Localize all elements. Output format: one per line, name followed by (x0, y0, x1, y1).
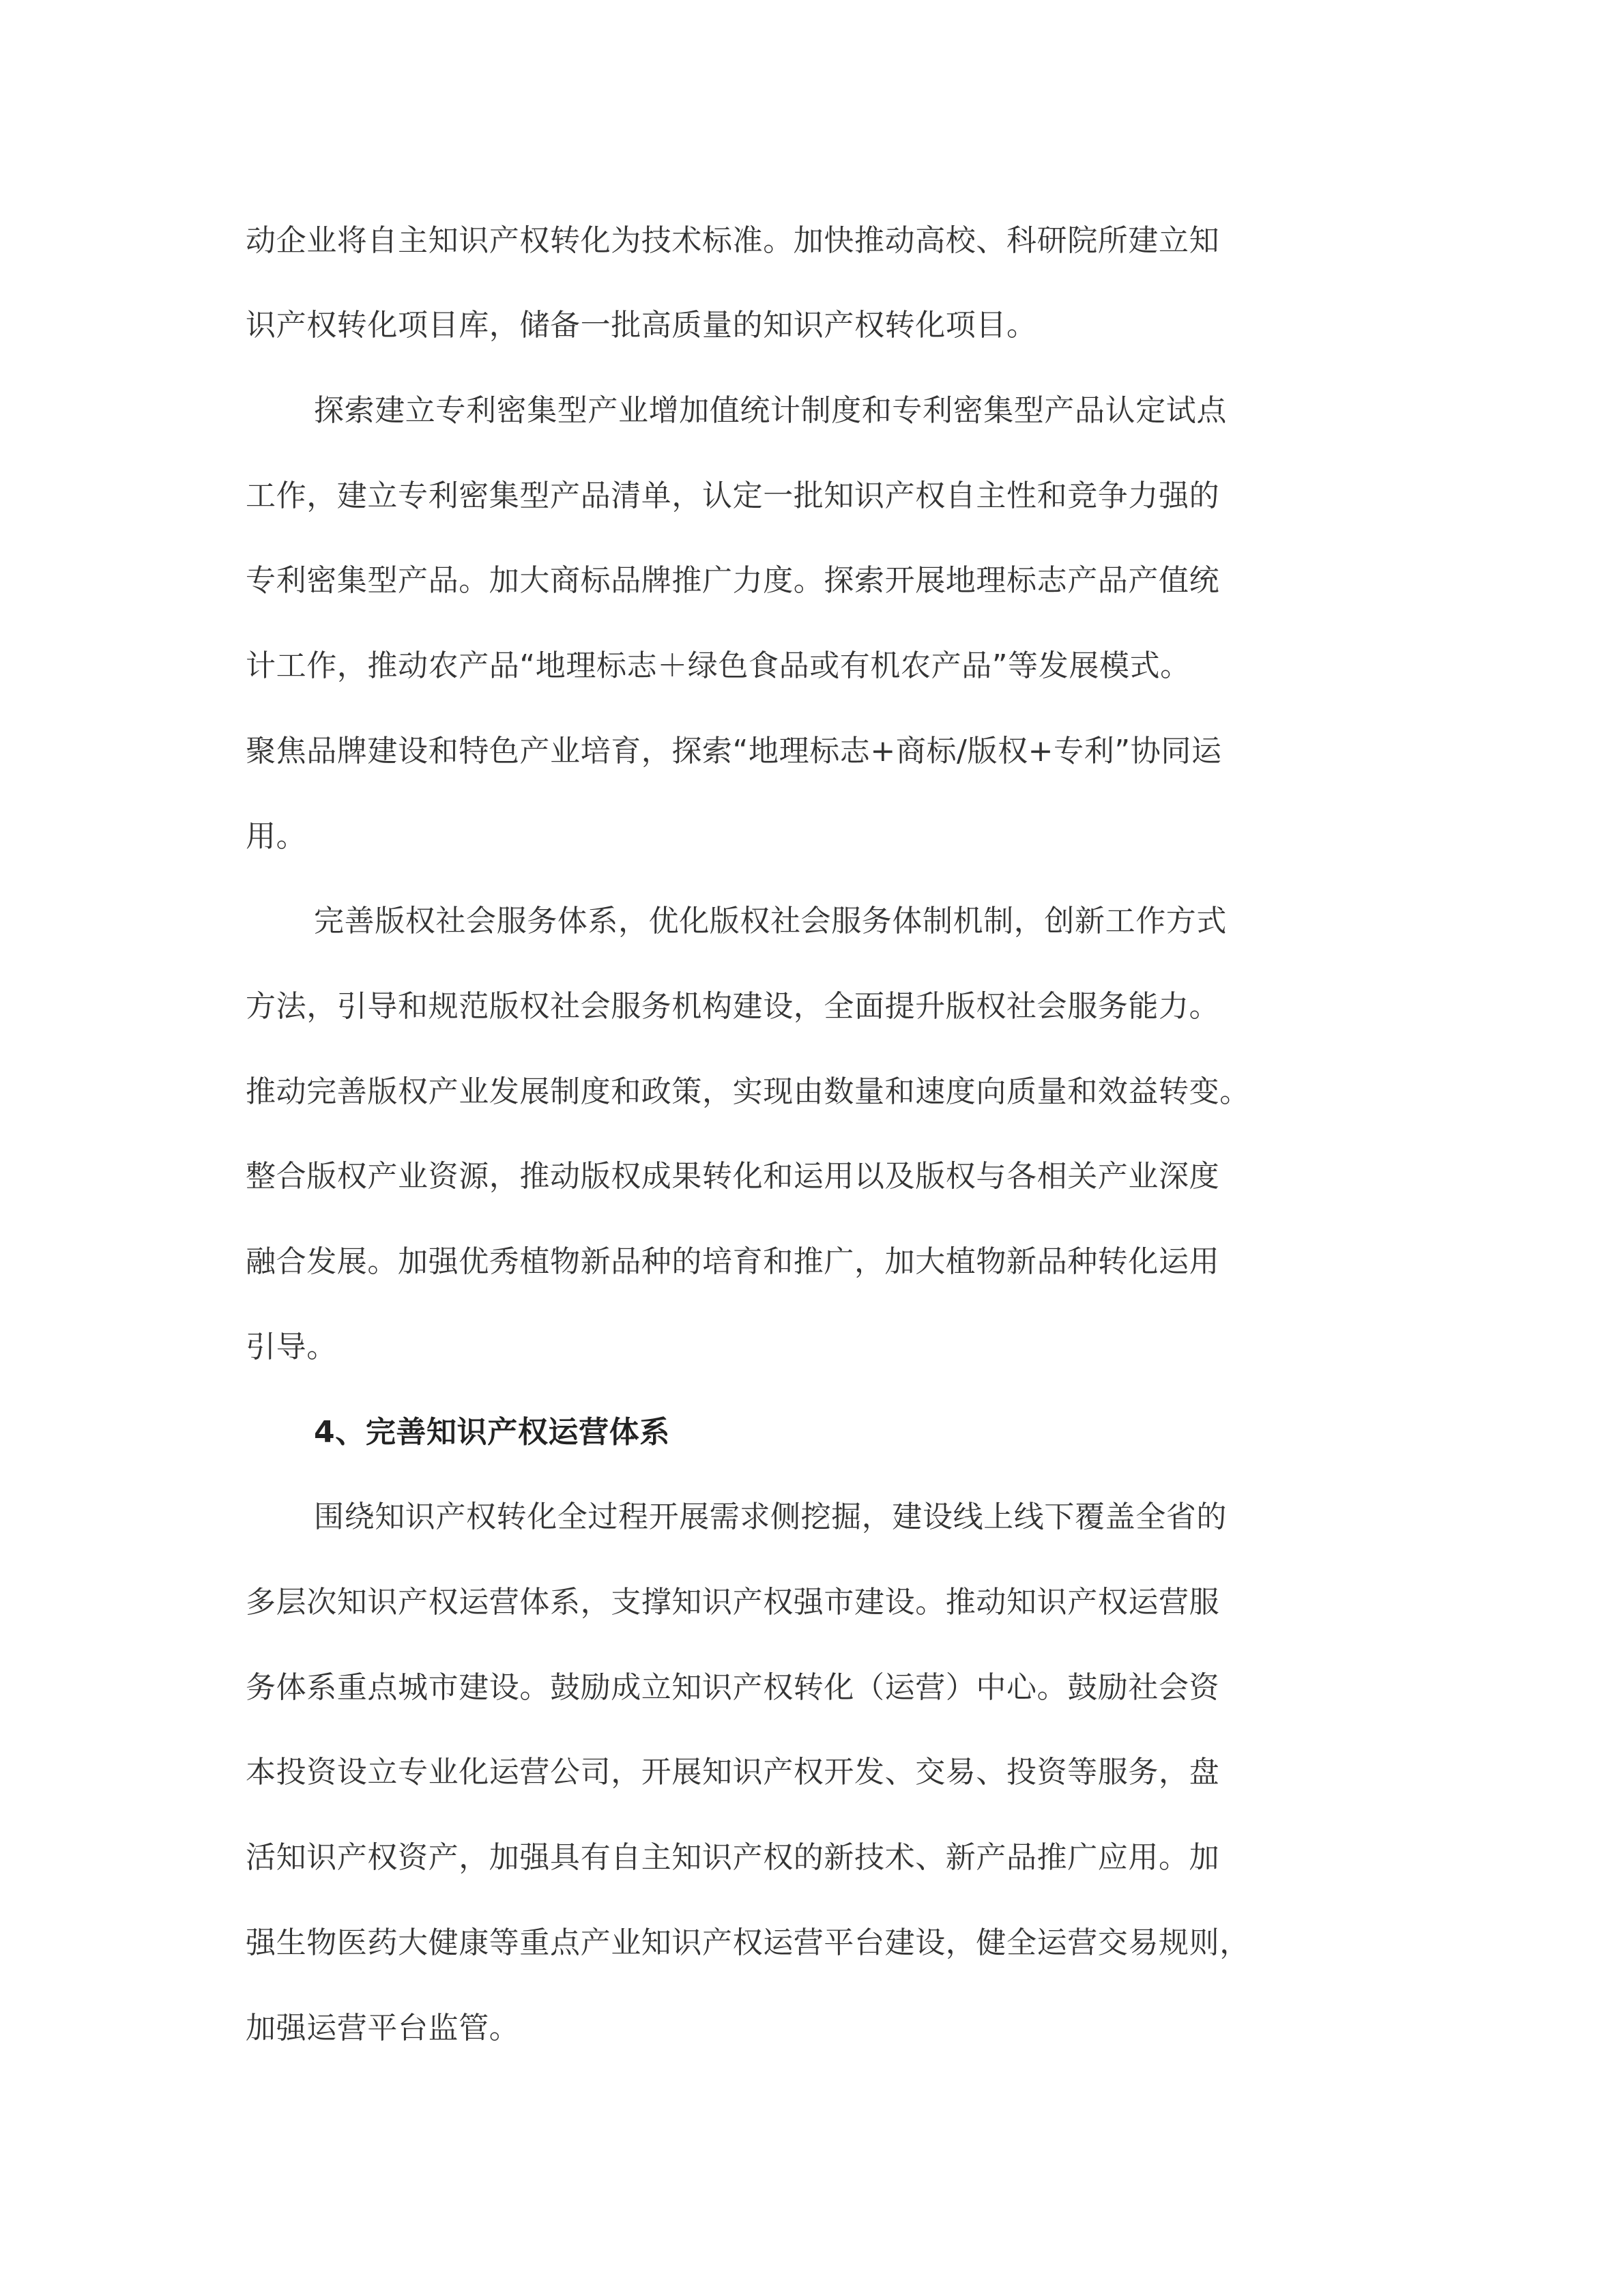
text-line: 动企业将自主知识产权转化为技术标准。加快推动高校、科研院所建立知 (246, 223, 1220, 258)
section-heading: 4、完善知识产权运营体系 (314, 1415, 670, 1450)
paragraph-start-line: 完善版权社会服务体系，优化版权社会服务体制机制，创新工作方式 (314, 904, 1227, 938)
text-line: 活知识产权资产，加强具有自主知识产权的新技术、新产品推广应用。加 (246, 1840, 1220, 1875)
text-line: 推动完善版权产业发展制度和政策，实现由数量和速度向质量和效益转变。 (246, 1074, 1250, 1109)
paragraph-start-line: 围绕知识产权转化全过程开展需求侧挖掘，建设线上线下覆盖全省的 (314, 1499, 1227, 1534)
text-line: 工作，建立专利密集型产品清单，认定一批知识产权自主性和竞争力强的 (246, 478, 1220, 513)
text-line: 引导。 (246, 1330, 337, 1364)
text-line: 融合发展。加强优秀植物新品种的培育和推广，加大植物新品种转化运用 (246, 1244, 1220, 1279)
text-line: 多层次知识产权运营体系，支撑知识产权强市建设。推动知识产权运营服 (246, 1585, 1220, 1620)
text-line: 用。 (246, 819, 307, 854)
text-line: 加强运营平台监管。 (246, 2011, 520, 2046)
text-line: 整合版权产业资源，推动版权成果转化和运用以及版权与各相关产业深度 (246, 1159, 1220, 1194)
text-line: 识产权转化项目库，储备一批高质量的知识产权转化项目。 (246, 308, 1037, 343)
text-line: 强生物医药大健康等重点产业知识产权运营平台建设，健全运营交易规则， (246, 1925, 1250, 1960)
text-line: 方法，引导和规范版权社会服务机构建设，全面提升版权社会服务能力。 (246, 989, 1220, 1024)
paragraph-start-line: 探索建立专利密集型产业增加值统计制度和专利密集型产品认定试点 (314, 393, 1227, 428)
text-line: 本投资设立专业化运营公司，开展知识产权开发、交易、投资等服务，盘 (246, 1755, 1220, 1790)
text-line: 专利密集型产品。加大商标品牌推广力度。探索开展地理标志产品产值统 (246, 563, 1220, 598)
text-line: 务体系重点城市建设。鼓励成立知识产权转化（运营）中心。鼓励社会资 (246, 1670, 1220, 1705)
text-line: 聚焦品牌建设和特色产业培育，探索“地理标志+商标/版权+专利”协同运 (246, 734, 1222, 769)
text-line: 计工作，推动农产品“地理标志＋绿色食品或有机农产品”等发展模式。 (246, 648, 1191, 683)
